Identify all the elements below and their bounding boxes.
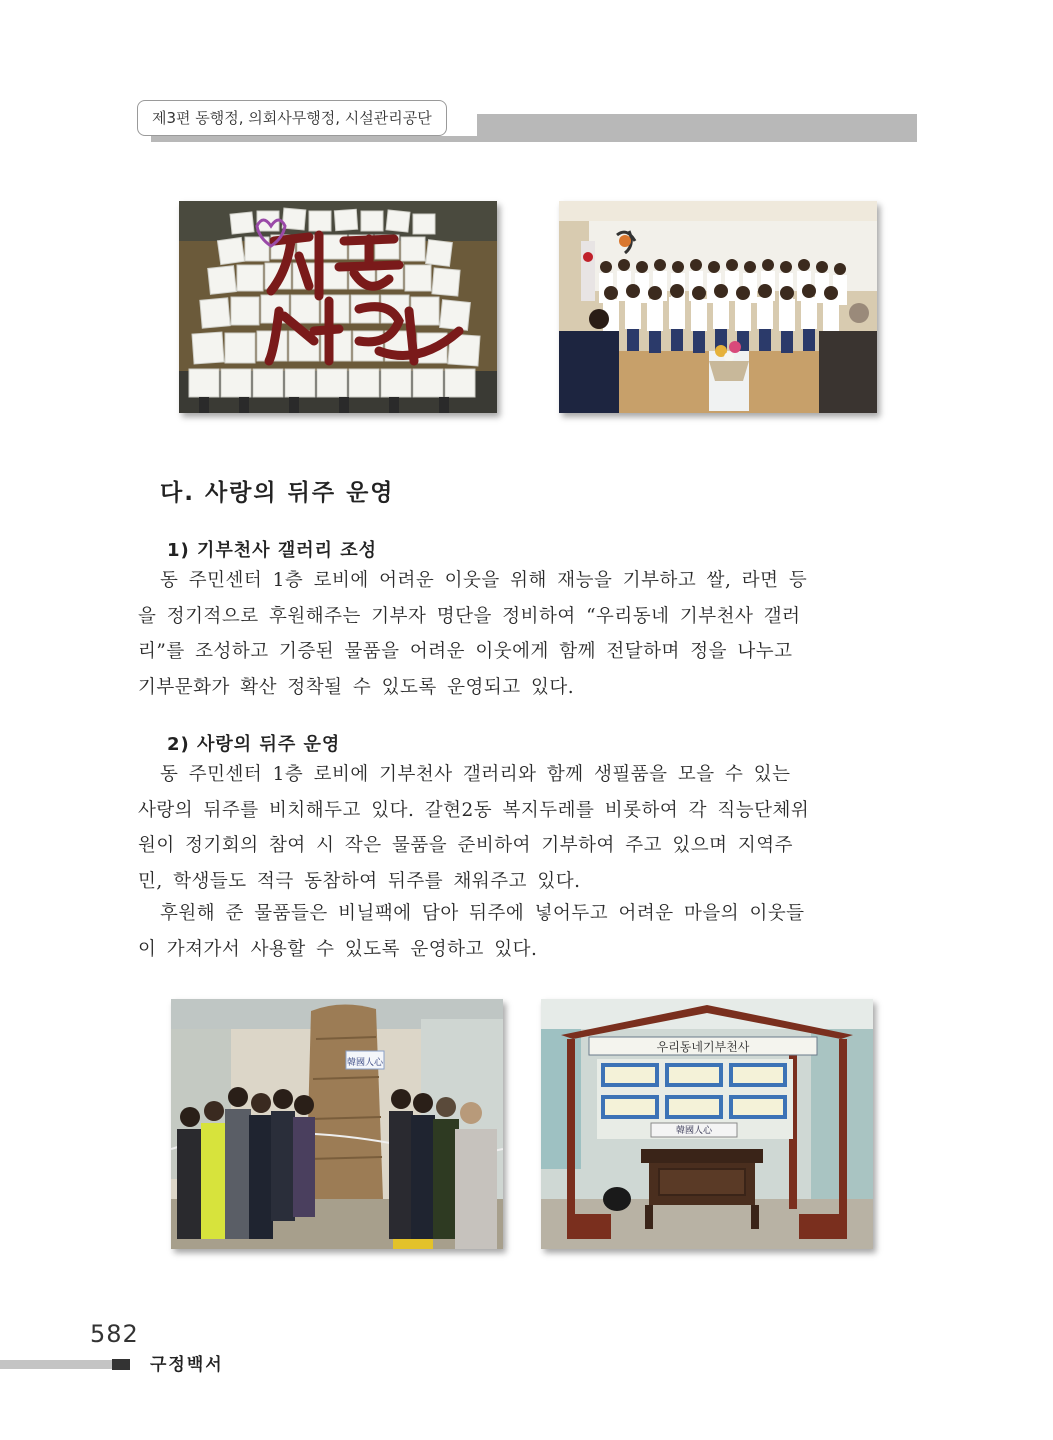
body-line: 기부문화가 확산 정착될 수 있도록 운영되고 있다. bbox=[138, 676, 575, 698]
footer-bar bbox=[0, 1360, 112, 1369]
page-number: 582 bbox=[90, 1320, 139, 1348]
subsection-2-body bbox=[138, 757, 914, 899]
photo-ribbon-ceremony bbox=[171, 999, 503, 1249]
running-header bbox=[137, 100, 917, 142]
header-underline bbox=[151, 136, 917, 142]
subsection-2-body-continued bbox=[138, 896, 914, 967]
body-line: 이 가져가서 사용할 수 있도록 운영하고 있다. bbox=[138, 938, 538, 960]
body-line: 동 주민센터 1층 로비에 기부천사 갤러리와 함께 생필품을 모을 수 있는 bbox=[160, 764, 791, 785]
barrel-sign-text: 韓國人心 bbox=[346, 1058, 384, 1068]
plaque-sign-text: 韓國人心 bbox=[675, 1126, 713, 1136]
gallery-sign-text: 우리동네기부천사 bbox=[656, 1040, 750, 1054]
section-title: 다. 사랑의 뒤주 운영 bbox=[160, 480, 395, 506]
subsection-1-body bbox=[138, 563, 914, 705]
body-line: 민, 학생들도 적극 동참하여 뒤주를 채워주고 있다. bbox=[138, 870, 581, 892]
body-line: 리”를 조성하고 기증된 물품을 어려운 이웃에게 함께 전달하며 정을 나누고 bbox=[138, 641, 793, 662]
footer-square bbox=[112, 1359, 130, 1370]
photo-calligraphy-boards bbox=[179, 201, 497, 413]
subsection-2-title: 2) 사랑의 뒤주 운영 bbox=[167, 734, 341, 755]
body-line: 동 주민센터 1층 로비에 어려운 이웃을 위해 재능을 기부하고 쌀, 라면 등 bbox=[160, 570, 808, 591]
body-line: 을 정기적으로 후원해주는 기부자 명단을 정비하여 “우리동네 기부천사 갤러 bbox=[138, 605, 801, 627]
photo-children-choir bbox=[559, 201, 877, 413]
book-title: 구정백서 bbox=[150, 1355, 224, 1375]
body-line: 원이 정기회의 참여 시 작은 물품을 준비하여 기부하여 주고 있으며 지역주 bbox=[138, 835, 793, 856]
photo-donor-gallery bbox=[541, 999, 873, 1249]
chapter-title: 제3편 동행정, 의회사무행정, 시설관리공단 bbox=[137, 100, 447, 136]
body-line: 사랑의 뒤주를 비치해두고 있다. 갈현2동 복지두레를 비롯하여 각 직능단체위 bbox=[138, 799, 810, 821]
body-line: 후원해 준 물품들은 비닐팩에 담아 뒤주에 넣어두고 어려운 마을의 이웃들 bbox=[160, 903, 805, 924]
subsection-1-title: 1) 기부천사 갤러리 조성 bbox=[167, 540, 378, 561]
